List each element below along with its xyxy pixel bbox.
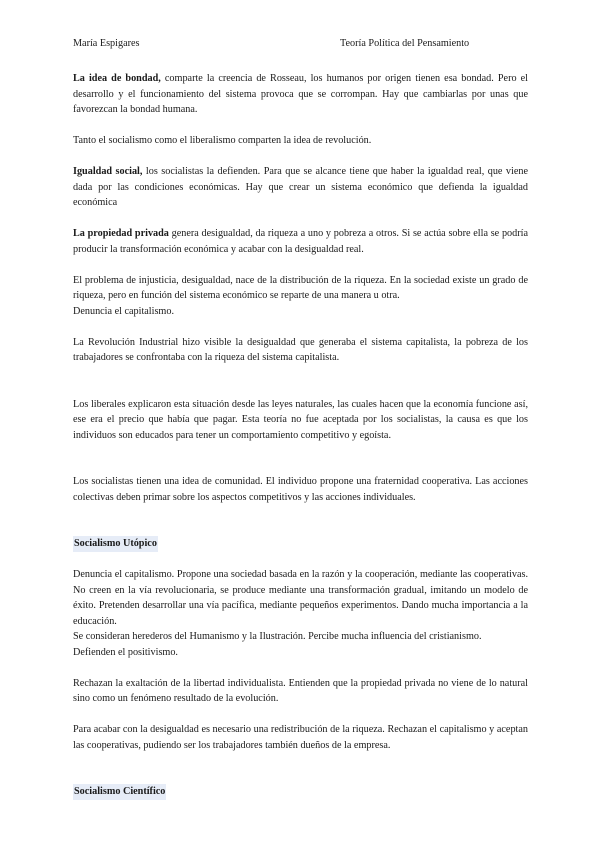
paragraph-igualdad: [73, 164, 528, 211]
section-title: Socialismo Científico: [73, 784, 166, 800]
paragraph-revolucion-industrial: La Revolución Industrial hizo visible la desigualdad que generaba el sistema capitalista, la pobreza de los trabajadores se confrontaba con la riqueza del sistema capitalista.: [73, 336, 528, 363]
paragraph-text: comparte la creencia de Rosseau, los humanos por origen tienen esa bondad. Pero el desarrollo y el funcionamiento del sistema provoca que se corrompan. Hay que cambiarlas por unas que favorezcan la bondad humana.: [73, 73, 528, 115]
term-igualdad: Igualdad social,: [73, 166, 143, 177]
paragraph-injusticia: [73, 273, 528, 320]
paragraph-comunidad: Los socialistas tienen una idea de comunidad. El individuo propone una fraternidad cooperativa. Las acciones colectivas deben primar sobre los aspectos competitivos y las acciones individuales.: [73, 476, 528, 503]
paragraph-revolucion: Tanto el socialismo como el liberalismo comparten la idea de revolución.: [73, 135, 372, 146]
paragraph-text: Denuncia el capitalismo.: [73, 305, 174, 317]
paragraph-text: Denuncia el capitalismo. Propone una sociedad basada en la razón y la cooperación, mediante las cooperativas. No creen en la vía revolucionaria, se produce mediante una transformación gradual, imitando un modelo de éxito. Pretenden desarrollar una vía pacífica, mediante pequeños experimentos. Dando mucha importancia a la educación.: [73, 569, 528, 627]
paragraph-text: genera desigualdad, da riqueza a uno y pobreza a otros. Si se actúa sobre ella se podría producir la transformación económica y acabar con la desigualdad real.: [73, 228, 528, 255]
term-bondad: La idea de bondad,: [73, 73, 161, 84]
paragraph-propiedad: [73, 226, 528, 257]
term-propiedad: La propiedad privada: [73, 228, 169, 239]
paragraph-utopico-denuncia: [73, 567, 528, 660]
header-subject: Teoría Política del Pensamiento: [340, 38, 470, 49]
paragraph-liberales: Los liberales explicaron esta situación desde las leyes naturales, las cuales hacen que la economía funcione así, ese era el precio que había que pagar. Esta teoría no fue aceptada por los socialistas, la causa es que los individuos son educados para tener un comportamiento competitivo y egoísta.: [73, 398, 528, 441]
paragraph-text: El problema de injusticia, desigualdad, nace de la distribución de la riqueza. En la sociedad existe un grado de riqueza, pero en función del sistema económico se reparte de una manera u otra.: [73, 274, 528, 301]
paragraph-text: Defienden el positivismo.: [73, 646, 178, 658]
header-author: María Espigares: [73, 38, 140, 49]
section-title: Socialismo Utópico: [73, 536, 158, 552]
paragraph-text: Se consideran herederos del Humanismo y la Ilustración. Percibe mucha influencia del cristianismo.: [73, 631, 482, 642]
document-body: [73, 71, 528, 800]
paragraph-text: los socialistas la defienden. Para que se alcance tiene que haber la igualdad real, que viene dada por las condiciones económicas. Hay que crear un sistema económico que defienda la igualdad económica: [73, 166, 528, 208]
paragraph-utopico-redistribucion: Para acabar con la desigualdad es necesario una redistribución de la riqueza. Rechazan el capitalismo y aceptan las cooperativas, pudiendo ser los trabajadores también dueños de la empresa.: [73, 724, 528, 751]
section-heading-utopico: [73, 536, 528, 552]
section-heading-cientifico: [73, 784, 528, 800]
paragraph-bondad: [73, 71, 528, 118]
paragraph-utopico-libertad: Rechazan la exaltación de la libertad individualista. Entienden que la propiedad privada no viene de lo natural sino como un fenómeno resultado de la evolución.: [73, 677, 528, 704]
